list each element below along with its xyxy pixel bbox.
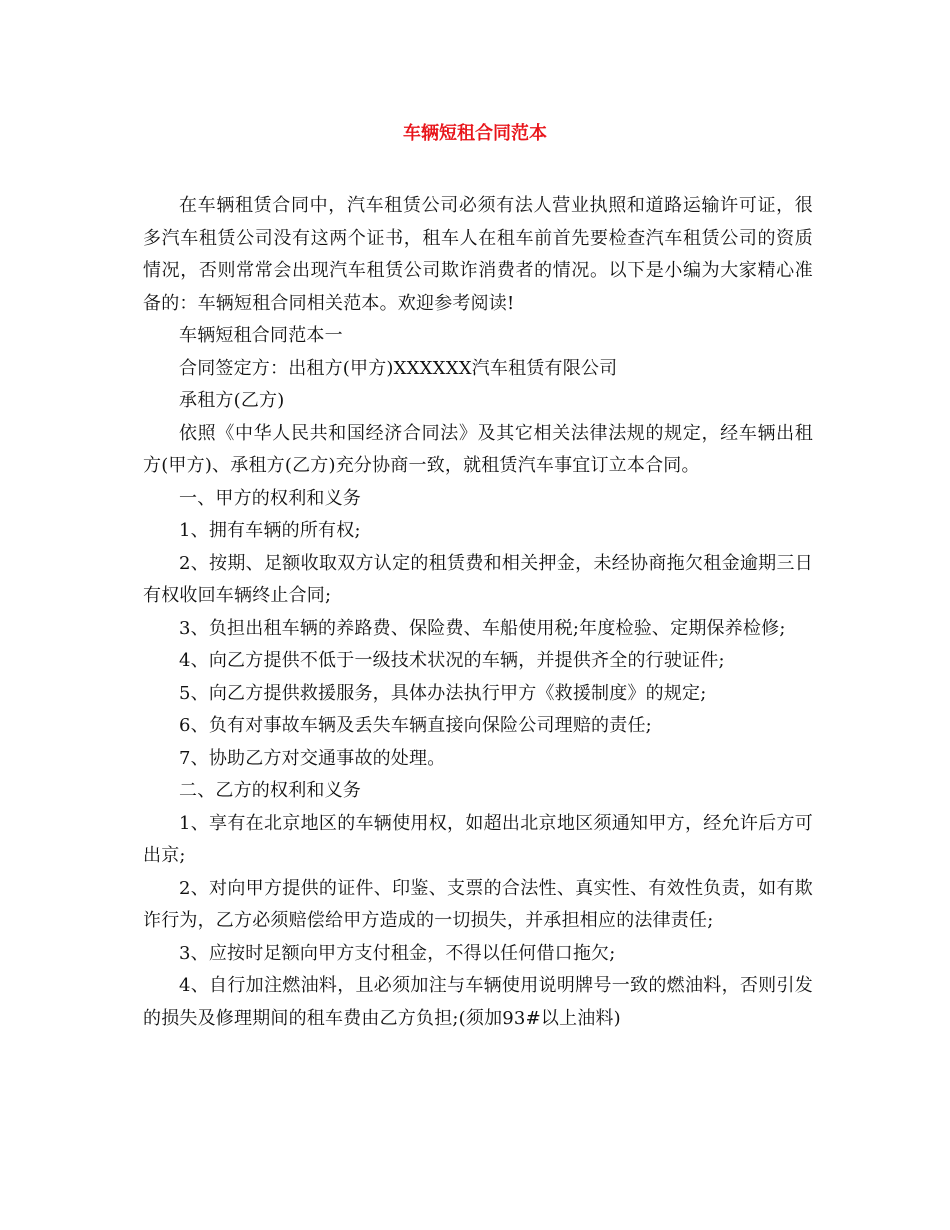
clause-b-2: 2、对向甲方提供的证件、印鉴、支票的合法性、真实性、有效性负责，如有欺诈行为，乙方必须赔偿给甲方造成的一切损失，并承担相应的法律责任; <box>143 877 813 931</box>
clause-a-4: 4、向乙方提供不低于一级技术状况的车辆，并提供齐全的行驶证件; <box>179 650 725 671</box>
clause-b-1: 1、享有在北京地区的车辆使用权，如超出北京地区须通知甲方，经允许后方可出京; <box>143 812 813 866</box>
paragraph-sample-heading: 车辆短租合同范本一 <box>179 325 343 346</box>
clause-b-4: 4、自行加注燃油料，且必须加注与车辆使用说明牌号一致的燃油料，否则引发的损失及修理期间的租车费由乙方负担;(须加93#以上油料) <box>143 975 813 1029</box>
clause-a-2: 2、按期、足额收取双方认定的租赁费和相关押金，未经协商拖欠租金逾期三日有权收回车辆终止合同; <box>143 552 813 606</box>
paragraph-intro: 在车辆租赁合同中，汽车租赁公司必须有法人营业执照和道路运输许可证，很多汽车租赁公司没有这两个证书，租车人在租车前首先要检查汽车租赁公司的资质情况，否则常常会出现汽车租赁公司欺诈消费者的情况。以下是小编为大家精心准备的：车辆短租合同相关范本。欢迎参考阅读! <box>143 195 813 314</box>
clause-a-7: 7、协助乙方对交通事故的处理。 <box>179 747 446 769</box>
document-body <box>143 190 813 1035</box>
document-title: 车辆短租合同范本 <box>403 123 547 144</box>
clause-b-3: 3、应按时足额向甲方支付租金，不得以任何借口拖欠; <box>179 942 616 964</box>
clause-a-3: 3、负担出租车辆的养路费、保险费、车船使用税;年度检验、定期保养检修; <box>179 617 786 639</box>
paragraph-lessee: 承租方(乙方) <box>179 390 285 411</box>
clause-a-5: 5、向乙方提供救援服务，具体办法执行甲方《救援制度》的规定; <box>179 682 707 704</box>
section-heading-party-b: 二、乙方的权利和义务 <box>179 780 361 801</box>
paragraph-lessor: 合同签定方：出租方(甲方)XXXXXX汽车租赁有限公司 <box>179 357 618 379</box>
section-heading-party-a: 一、甲方的权利和义务 <box>179 487 361 509</box>
clause-a-1: 1、拥有车辆的所有权; <box>179 520 361 541</box>
clause-a-6: 6、负有对事故车辆及丢失车辆直接向保险公司理赔的责任; <box>179 715 652 736</box>
paragraph-basis: 依照《中华人民共和国经济合同法》及其它相关法律法规的规定，经车辆出租方(甲方)、承租方(乙方)充分协商一致，就租赁汽车事宜订立本合同。 <box>143 422 813 476</box>
